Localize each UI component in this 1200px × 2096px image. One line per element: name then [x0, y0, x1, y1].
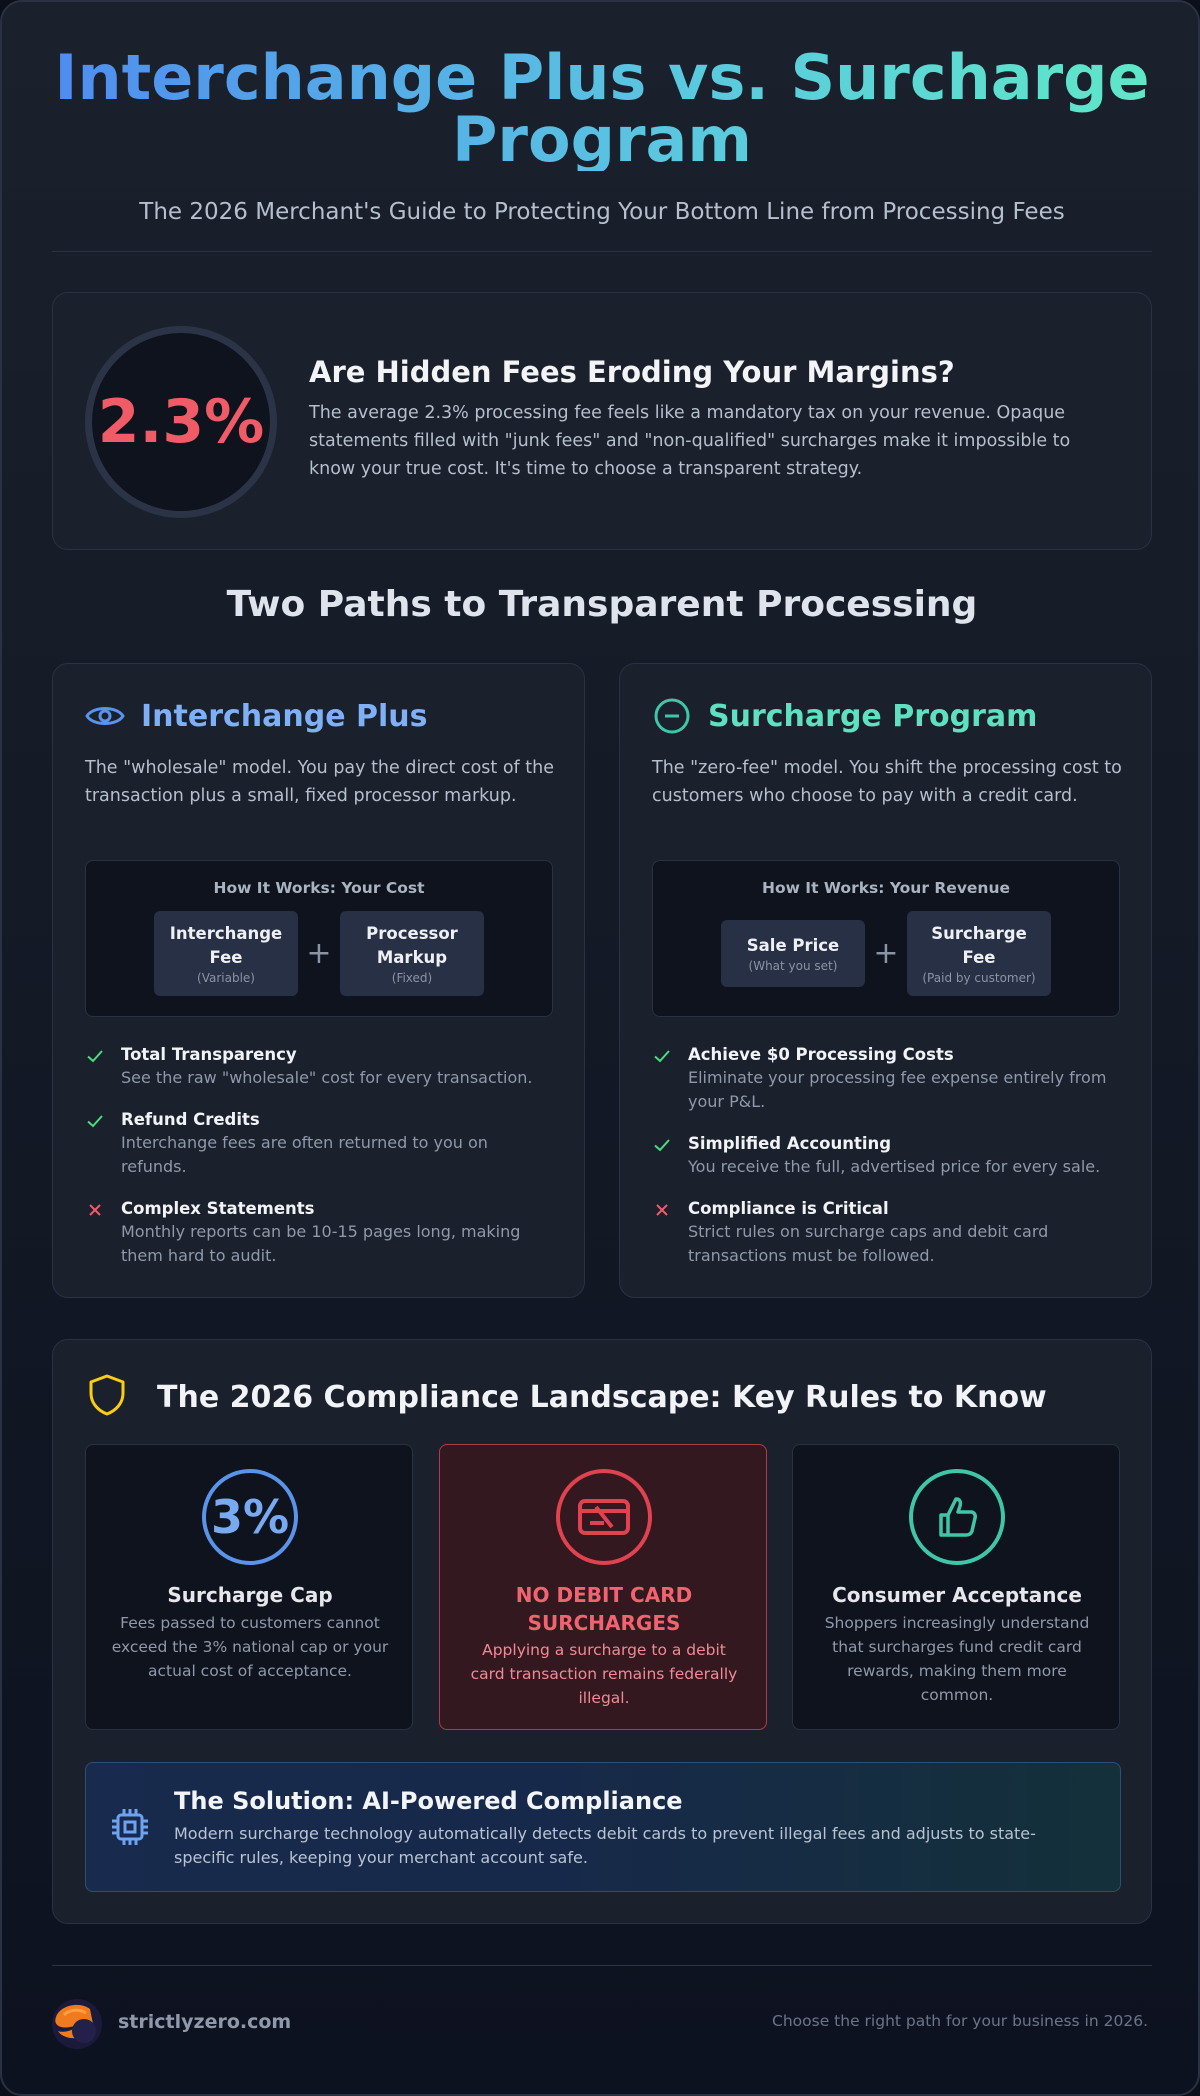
- hidden-fees-body: The average 2.3% processing fee feels like a mandatory tax on your revenue. Opaque statements filled with "junk fees" and "non-qualified" surcharges make it impossible to know your true cost. It's time to choose a transparent strategy.: [309, 403, 1071, 479]
- list-item: [85, 1044, 555, 1090]
- point-body: Interchange fees are often returned to you on refunds.: [121, 1133, 488, 1176]
- point-body: See the raw "wholesale" cost for every transaction.: [121, 1068, 533, 1087]
- check-icon: [85, 1044, 121, 1090]
- surcharge-program-desc: The "zero-fee" model. You shift the processing cost to customers who choose to pay with a credit card.: [652, 758, 1122, 806]
- chip-label: Processor Markup: [366, 924, 458, 967]
- compliance-card: [52, 1339, 1152, 1924]
- rule-title: Surcharge Cap: [167, 1583, 333, 1607]
- list-item: [85, 1198, 555, 1268]
- how-it-works-box: [85, 860, 553, 1017]
- list-item: [652, 1133, 1122, 1179]
- plus-sign: +: [873, 936, 899, 971]
- point-body: Monthly reports can be 10-15 pages long, making them hard to audit.: [121, 1222, 521, 1265]
- check-icon: [652, 1133, 688, 1179]
- how-it-works-title: How It Works: Your Revenue: [761, 879, 1011, 897]
- hidden-fees-title: Are Hidden Fees Eroding Your Margins?: [309, 355, 955, 389]
- point-body: You receive the full, advertised price for every sale.: [688, 1157, 1101, 1176]
- fee-stat-ring: [85, 326, 277, 518]
- chip-sublabel: (Paid by customer): [922, 971, 1036, 985]
- divider: [52, 251, 1152, 252]
- surcharge-program-card: [619, 663, 1152, 1298]
- point-title: Compliance is Critical: [688, 1199, 889, 1218]
- rule-title: NO DEBIT CARD SURCHARGES: [515, 1583, 693, 1635]
- chip-label: Surcharge Fee: [931, 924, 1027, 967]
- solution-banner: [85, 1762, 1121, 1892]
- plus-sign: +: [306, 936, 332, 971]
- rule-surcharge-cap: [85, 1444, 413, 1730]
- surcharge-fee-chip: [907, 911, 1051, 996]
- rule-no-debit-surcharges: [439, 1444, 767, 1730]
- footer-note: Choose the right path for your business in 2026.: [772, 2012, 1148, 2030]
- solution-body: Modern surcharge technology automatically detects debit cards to prevent illegal fees and adjusts to state-specific rules, keeping your merchant account safe.: [174, 1824, 1036, 1867]
- compliance-title: The 2026 Compliance Landscape: Key Rules to Know: [157, 1379, 1047, 1415]
- check-icon: [652, 1044, 688, 1114]
- point-title: Total Transparency: [121, 1045, 297, 1064]
- point-title: Achieve $0 Processing Costs: [688, 1045, 954, 1064]
- chip-label: Interchange Fee: [169, 924, 283, 967]
- chip-sublabel: (Fixed): [391, 971, 433, 985]
- how-it-works-title: How It Works: Your Cost: [213, 879, 425, 897]
- list-item: [652, 1198, 1122, 1268]
- divider: [52, 1965, 1152, 1966]
- shield-icon: [87, 1373, 127, 1421]
- thumbs-up-icon: [909, 1469, 1005, 1565]
- interchange-plus-card: [52, 663, 585, 1298]
- page-title: Interchange Plus vs. Surcharge Program: [52, 47, 1152, 171]
- strictlyzero-logo: [50, 1997, 104, 2055]
- chip-sublabel: (Variable): [197, 971, 255, 985]
- cross-icon: [85, 1198, 121, 1268]
- rule-body: Shoppers increasingly understand that surcharges fund credit card rewards, making them more common.: [824, 1614, 1090, 1704]
- eye-icon: [85, 696, 125, 736]
- hidden-fees-card: [52, 292, 1152, 550]
- solution-title: The Solution: AI-Powered Compliance: [174, 1787, 683, 1815]
- rule-icon-text: 3%: [210, 1490, 290, 1544]
- chip-label: Sale Price: [746, 936, 840, 955]
- surcharge-program-title: Surcharge Program: [708, 698, 1038, 734]
- sale-price-chip: [721, 920, 865, 987]
- rule-body: Applying a surcharge to a debit card transaction remains federally illegal.: [470, 1641, 738, 1707]
- point-body: Strict rules on surcharge caps and debit card transactions must be followed.: [688, 1222, 1049, 1265]
- processor-markup-chip: [340, 911, 484, 996]
- no-card-icon: [556, 1469, 652, 1565]
- rule-consumer-acceptance: [792, 1444, 1120, 1730]
- list-item: [652, 1044, 1122, 1114]
- rule-title: Consumer Acceptance: [832, 1583, 1082, 1607]
- site-link[interactable]: strictlyzero.com: [118, 2011, 292, 2033]
- cross-icon: [652, 1198, 688, 1268]
- point-title: Complex Statements: [121, 1199, 315, 1218]
- minus-circle-icon: [652, 696, 692, 736]
- page-subtitle: The 2026 Merchant's Guide to Protecting Your Bottom Line from Processing Fees: [139, 199, 1065, 225]
- point-body: Eliminate your processing fee expense entirely from your P&L.: [688, 1068, 1107, 1111]
- interchange-fee-chip: [154, 911, 298, 996]
- point-title: Simplified Accounting: [688, 1134, 892, 1153]
- fee-stat-value: 2.3%: [97, 387, 265, 457]
- interchange-plus-title: Interchange Plus: [141, 698, 428, 734]
- interchange-plus-desc: The "wholesale" model. You pay the direct cost of the transaction plus a small, fixed processor markup.: [85, 758, 554, 806]
- rule-body: Fees passed to customers cannot exceed the 3% national cap or your actual cost of acceptance.: [111, 1614, 389, 1680]
- surcharge-points: [652, 1044, 1122, 1287]
- percent-icon: [202, 1469, 298, 1565]
- point-title: Refund Credits: [121, 1110, 260, 1129]
- interchange-points: [85, 1044, 555, 1287]
- header: [52, 41, 1152, 225]
- chip-sublabel: (What you set): [748, 959, 838, 973]
- how-it-works-box: [652, 860, 1120, 1017]
- check-icon: [85, 1109, 121, 1179]
- list-item: [85, 1109, 555, 1179]
- chip-icon: [110, 1805, 150, 1853]
- paths-section-title: Two Paths to Transparent Processing: [226, 584, 978, 625]
